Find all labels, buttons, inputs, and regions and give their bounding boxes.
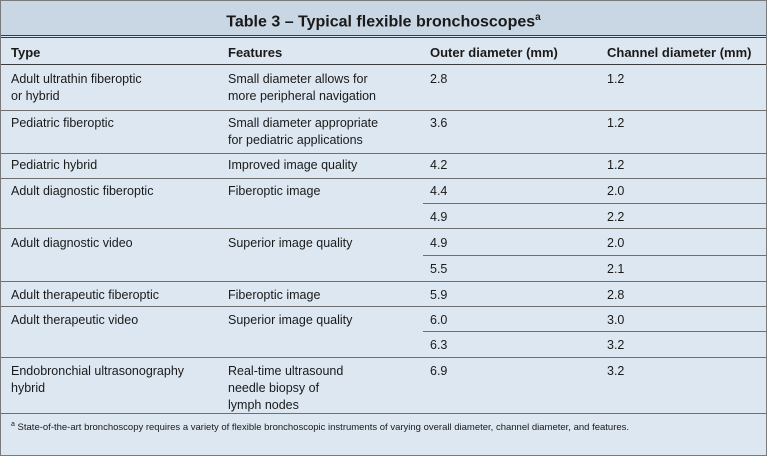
cell-outer: 5.9	[430, 288, 448, 302]
row-divider	[1, 110, 766, 111]
cell-type: Pediatric fiberoptic	[11, 116, 114, 130]
cell-features: Improved image quality	[228, 158, 358, 172]
row-divider	[423, 331, 766, 332]
column-header-channel-diameter: Channel diameter (mm)	[607, 45, 752, 60]
cell-channel: 1.2	[607, 72, 625, 86]
row-divider	[1, 357, 766, 358]
cell-outer: 4.2	[430, 158, 448, 172]
table-footnote	[11, 421, 629, 433]
cell-outer: 4.4	[430, 184, 448, 198]
row-divider	[1, 228, 766, 229]
cell-type: Adult diagnostic video	[11, 236, 133, 250]
cell-outer: 6.9	[430, 364, 448, 378]
cell-type: Pediatric hybrid	[11, 158, 98, 172]
footnote-text: State-of-the-art bronchoscopy requires a variety of flexible bronchoscopic instruments of varying overall diameter, channel diameter, and features.	[17, 422, 630, 434]
cell-channel: 2.0	[607, 184, 625, 198]
cell-features: Superior image quality	[228, 313, 353, 327]
cell-outer: 4.9	[430, 236, 448, 250]
cell-type: Endobronchial ultrasonography hybrid	[11, 364, 185, 395]
cell-channel: 1.2	[607, 116, 625, 130]
column-header-divider	[1, 64, 766, 65]
title-footnote-marker: a	[535, 12, 541, 23]
row-divider	[423, 203, 766, 204]
column-header-features: Features	[228, 45, 283, 60]
cell-outer: 2.8	[430, 72, 448, 86]
row-divider	[423, 255, 766, 256]
table-title-text: Table 3 – Typical flexible bronchoscopes	[226, 13, 536, 31]
cell-channel: 3.2	[607, 338, 625, 352]
cell-channel: 2.0	[607, 236, 625, 250]
cell-channel: 1.2	[607, 158, 625, 172]
row-divider	[1, 281, 766, 282]
row-divider	[1, 178, 766, 179]
cell-outer: 5.5	[430, 262, 448, 276]
cell-type: Adult therapeutic fiberoptic	[11, 288, 160, 302]
cell-channel: 2.1	[607, 262, 625, 276]
cell-type: Adult diagnostic fiberoptic	[11, 184, 154, 198]
cell-channel: 2.8	[607, 288, 625, 302]
cell-type: Adult ultrathin fiberoptic or hybrid	[11, 72, 142, 103]
cell-features: Superior image quality	[228, 236, 353, 250]
column-header-outer-diameter: Outer diameter (mm)	[430, 45, 558, 60]
cell-outer: 6.3	[430, 338, 448, 352]
row-divider	[1, 153, 766, 154]
header-divider	[1, 37, 766, 38]
cell-channel: 3.2	[607, 364, 625, 378]
row-divider	[1, 413, 766, 414]
cell-features: Small diameter allows for more peripheral navigation	[228, 72, 377, 103]
column-header-type: Type	[11, 45, 41, 60]
cell-features: Fiberoptic image	[228, 288, 321, 302]
cell-outer: 6.0	[430, 313, 448, 327]
cell-features: Fiberoptic image	[228, 184, 321, 198]
cell-channel: 3.0	[607, 313, 625, 327]
table-title	[1, 1, 766, 36]
cell-features: Real-time ultrasound needle biopsy of lymph nodes	[228, 364, 344, 412]
footnote-marker: a	[11, 421, 15, 428]
row-divider	[1, 306, 766, 307]
cell-outer: 3.6	[430, 116, 448, 130]
cell-channel: 2.2	[607, 210, 625, 224]
cell-features: Small diameter appropriate for pediatric applications	[228, 116, 379, 147]
cell-outer: 4.9	[430, 210, 448, 224]
cell-type: Adult therapeutic video	[11, 313, 139, 327]
